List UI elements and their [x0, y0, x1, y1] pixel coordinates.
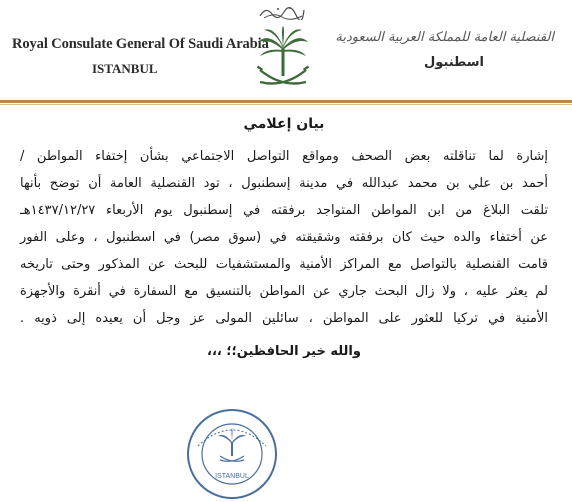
consulate-seal-stamp	[184, 406, 280, 502]
city-name-arabic: اسطنبول	[424, 55, 484, 70]
english-letterhead	[12, 36, 269, 77]
statement-line: عن أختفاء والده حيث كان برفقته وشقيقته في (سوق مصر) في اسطنبول ، وعلى الفور	[20, 230, 548, 245]
consulate-name-english: Royal Consulate General Of Saudi Arabia	[12, 36, 269, 52]
statement-line: إشارة لما تناقلته بعض الصحف ومواقع التواصل الاجتماعي بشأن إختفاء المواطن /	[20, 149, 548, 164]
statement-heading: بيان إعلامي	[243, 116, 325, 132]
calligraphy-emblem-icon	[258, 4, 306, 20]
statement-line: أحمد بن علي بن محمد عبدالله في مدينة إسطنبول ، تود القنصلية العامة أن توضح بأنها	[20, 176, 548, 191]
statement-closing: والله خير الحافظين؛؛ ،،،	[207, 344, 361, 359]
statement-line: الأمنية في تركيا للعثور على المواطن ، سائلين المولى عز وجل أن يعيده إلى ذويه .	[20, 311, 548, 326]
letterhead-divider-thin	[0, 104, 572, 105]
letterhead-divider	[0, 100, 572, 103]
statement-body	[20, 116, 548, 364]
statement-line: قامت القنصلية بالتواصل مع المراكز الأمنية والمستشفيات للبحث عن المذكور وحتى تاريخه	[20, 257, 548, 272]
statement-line: تلقت البلاغ من ابن المواطن المتواجد برفقته في إسطنبول يوم الأربعاء ١٤٣٧/١٢/٢٧هـ	[20, 203, 548, 218]
arabic-letterhead	[335, 30, 554, 70]
statement-line: لم يعثر عليه ، ولا زال البحث جاري عن المواطن بالتنسيق مع السفارة في أنقرة والأجهزة	[20, 284, 548, 299]
letterhead	[0, 0, 572, 100]
city-name-english: ISTANBUL	[92, 61, 158, 76]
palm-and-swords-emblem-icon	[254, 26, 312, 92]
seal-city-text: ISTANBUL	[215, 473, 249, 480]
consulate-name-arabic: القنصلية العامة للمملكة العربية السعودية	[335, 30, 554, 45]
